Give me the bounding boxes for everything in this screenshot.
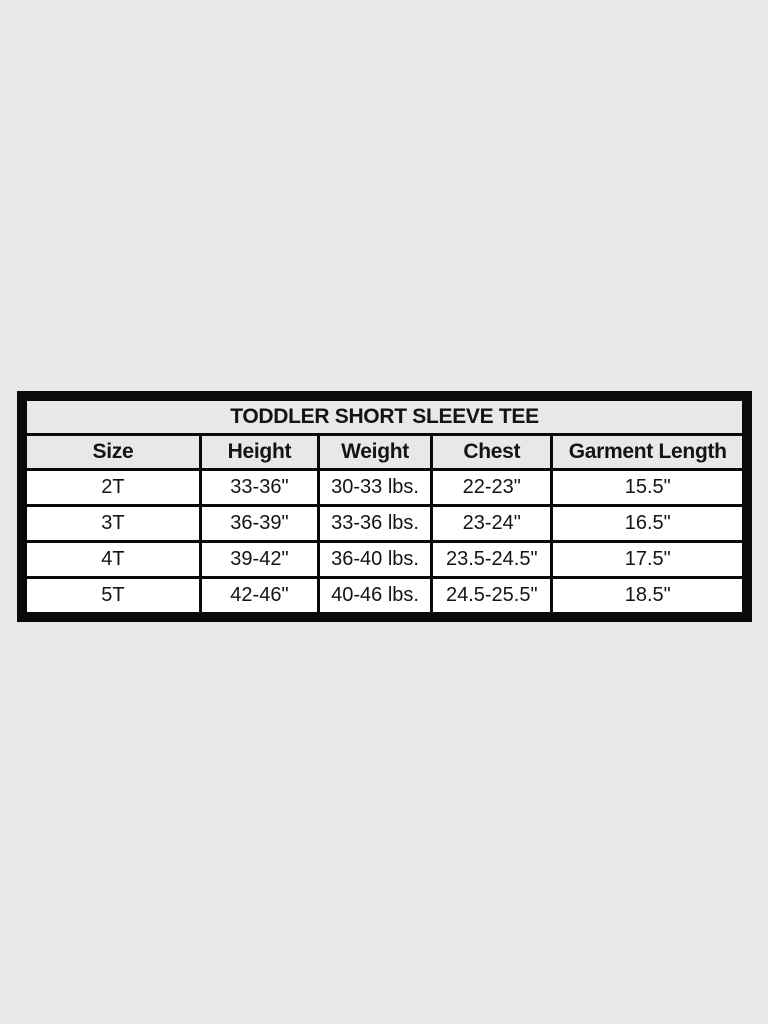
table-header-row — [22, 435, 747, 470]
cell-garment-length: 16.5" — [552, 506, 747, 542]
column-header-chest: Chest — [432, 435, 552, 470]
cell-garment-length: 15.5" — [552, 470, 747, 506]
cell-height: 33-36" — [200, 470, 318, 506]
row-2t — [22, 470, 747, 506]
cell-height: 39-42" — [200, 542, 318, 578]
table-title-row — [22, 396, 747, 435]
size-chart-container — [17, 391, 752, 622]
cell-garment-length: 18.5" — [552, 578, 747, 618]
cell-weight: 33-36 lbs. — [319, 506, 432, 542]
row-5t — [22, 578, 747, 618]
cell-size: 4T — [22, 542, 200, 578]
cell-garment-length: 17.5" — [552, 542, 747, 578]
cell-chest: 23.5-24.5" — [432, 542, 552, 578]
row-4t — [22, 542, 747, 578]
toddler-tee-size-table — [17, 391, 752, 622]
cell-chest: 23-24" — [432, 506, 552, 542]
cell-size: 2T — [22, 470, 200, 506]
column-header-garment-length: Garment Length — [552, 435, 747, 470]
cell-weight: 36-40 lbs. — [319, 542, 432, 578]
column-header-height: Height — [200, 435, 318, 470]
column-header-weight: Weight — [319, 435, 432, 470]
table-title: TODDLER SHORT SLEEVE TEE — [22, 396, 747, 435]
cell-weight: 30-33 lbs. — [319, 470, 432, 506]
cell-chest: 24.5-25.5" — [432, 578, 552, 618]
cell-size: 3T — [22, 506, 200, 542]
cell-size: 5T — [22, 578, 200, 618]
cell-chest: 22-23" — [432, 470, 552, 506]
cell-weight: 40-46 lbs. — [319, 578, 432, 618]
row-3t — [22, 506, 747, 542]
cell-height: 36-39" — [200, 506, 318, 542]
cell-height: 42-46" — [200, 578, 318, 618]
column-header-size: Size — [22, 435, 200, 470]
